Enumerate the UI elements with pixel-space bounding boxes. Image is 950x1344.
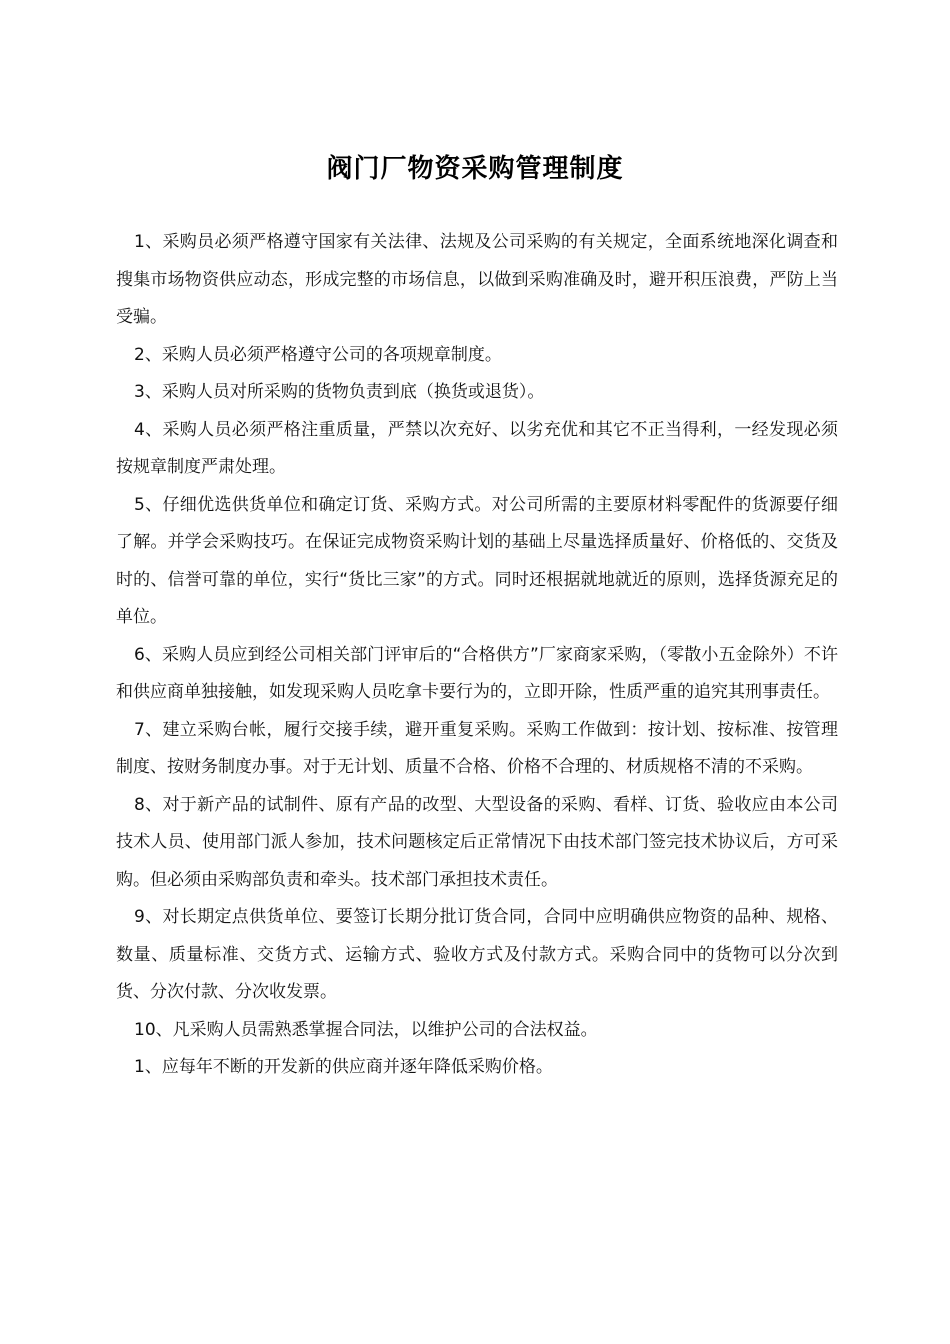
paragraph-6: 6、采购人员应到经公司相关部门评审后的“合格供方”厂家商家采购，（零散小五金除外）不许和供应商单独接触，如发现采购人员吃拿卡要行为的，立即开除，性质严重的追究其刑事责任。 [116, 644, 838, 702]
paragraph-11: 1、应每年不断的开发新的供应商并逐年降低采购价格。 [134, 1057, 553, 1077]
paragraph-1: 1、采购员必须严格遵守国家有关法律、法规及公司采购的有关规定，全面系统地深化调查和搜集市场物资供应动态，形成完整的市场信息，以做到采购准确及时，避开积压浪费，严防上当受骗。 [116, 232, 838, 327]
paragraph-10: 10、凡采购人员需熟悉掌握合同法，以维护公司的合法权益。 [134, 1019, 598, 1040]
paragraph-7: 7、建立采购台帐，履行交接手续，避开重复采购。采购工作做到：按计划、按标准、按管理制度、按财务制度办事。对于无计划、质量不合格、价格不合理的、材质规格不清的不采购。 [116, 719, 838, 777]
document-title: 阀门厂物资采购管理制度 [326, 154, 624, 185]
paragraph-8: 8、对于新产品的试制件、原有产品的改型、大型设备的采购、看样、订货、验收应由本公司技术人员、使用部门派人参加，技术问题核定后正常情况下由技术部门签完技术协议后，方可采购。但必须由采购部负责和牵头。技术部门承担技术责任。 [116, 794, 838, 890]
paragraph-4: 4、采购人员必须严格注重质量，严禁以次充好、以劣充优和其它不正当得利，一经发现必须按规章制度严肃处理。 [116, 419, 838, 477]
paragraph-9: 9、对长期定点供货单位、要签订长期分批订货合同，合同中应明确供应物资的品种、规格、数量、质量标准、交货方式、运输方式、验收方式及付款方式。采购合同中的货物可以分次到货、分次付款、分次收发票。 [116, 907, 838, 1002]
paragraph-5: 5、仔细优选供货单位和确定订货、采购方式。对公司所需的主要原材料零配件的货源要仔细了解。并学会采购技巧。在保证完成物资采购计划的基础上尽量选择质量好、价格低的、交货及时的、信誉可靠的单位，实行“货比三家”的方式。同时还根据就地就近的原则，选择货源充足的单位。 [116, 494, 838, 627]
paragraph-2: 2、采购人员必须严格遵守公司的各项规章制度。 [134, 344, 502, 365]
document-body [116, 224, 838, 1087]
paragraph-3: 3、采购人员对所采购的货物负责到底（换货或退货）。 [134, 382, 545, 402]
